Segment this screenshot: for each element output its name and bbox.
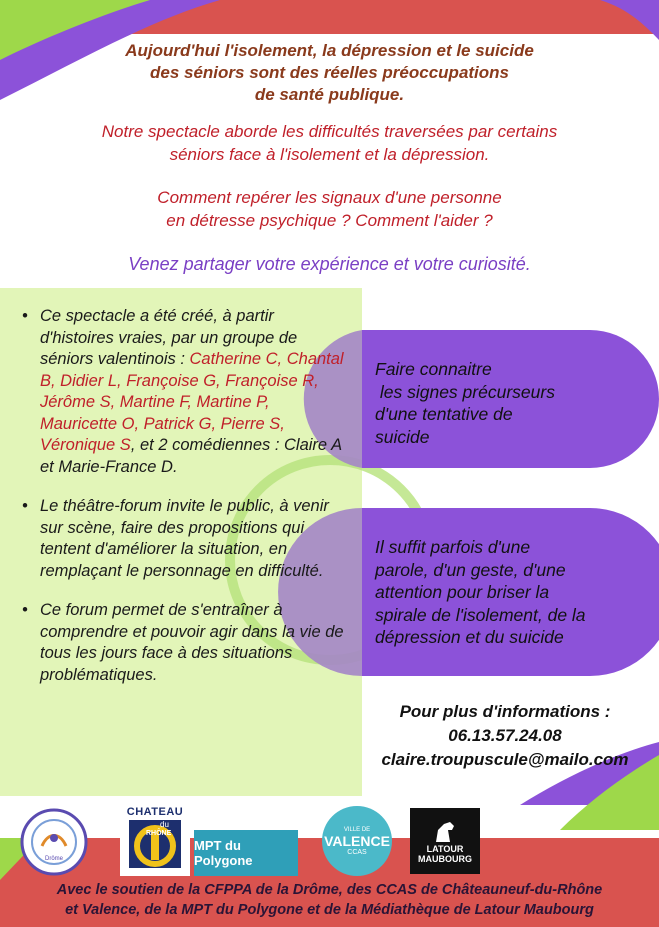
- cfppa-logo-caption: Drôme: [44, 856, 63, 862]
- cfppa-logo: [20, 808, 88, 876]
- intro-description-line-2: séniors face à l'isolement et la dépression.: [169, 145, 490, 164]
- bullet-forum-text: Ce forum permet de s'entraîner à comprendre et pouvoir agir dans la vie de tous les jours face à des situations problématiques.: [40, 601, 344, 684]
- chateauneuf-logo-rhone: RHÔNE: [146, 830, 172, 837]
- intro-heading-line-1: Aujourd'hui l'isolement, la dépression et le suicide: [125, 41, 534, 60]
- pill-1-line-1: Faire connaitre: [375, 359, 492, 379]
- valence-ccas-logo: [322, 806, 392, 876]
- chateauneuf-logo-du: du: [160, 820, 169, 829]
- contact-phone[interactable]: 06.13.57.24.08: [448, 726, 562, 745]
- pill-1-line-4: suicide: [375, 426, 430, 447]
- bullet-list: [20, 306, 348, 704]
- bullet-dot: •: [22, 497, 28, 515]
- pill-1-line-3: d'une tentative de: [375, 404, 513, 424]
- pill-1-text: [375, 358, 635, 448]
- bullet-theatre-forum-text: Le théâtre-forum invite le public, à venir sur scène, faire des propositions qui tentent d'améliorer la situation, en remplaçant le personnage en difficulté.: [40, 497, 329, 580]
- chateauneuf-logo-graphic: [127, 818, 183, 870]
- bullet-creation-intro: Ce spectacle a été créé, à partir d'histoires vraies, par un groupe de séniors valentinois :: [40, 307, 298, 368]
- latour-logo-line-2: MAUBOURG: [418, 854, 472, 864]
- pill-2-line-2: parole, d'un geste, d'une: [375, 559, 566, 580]
- mpt-polygone-logo-text: MPT du Polygone: [194, 838, 253, 868]
- contact-email[interactable]: claire.troupuscule@mailo.com: [381, 750, 629, 769]
- bullet-dot: •: [22, 601, 28, 619]
- intro-question-line-2: en détresse psychique ? Comment l'aider ?: [166, 211, 493, 230]
- contact-block: [360, 700, 650, 772]
- invite-line: Venez partager votre expérience et votre curiosité.: [128, 254, 531, 274]
- mpt-polygone-logo: [194, 830, 298, 876]
- pill-2-text: [375, 536, 645, 649]
- latour-logo-line-1: LATOUR: [426, 844, 464, 854]
- intro-heading-line-3: de santé publique.: [254, 85, 405, 104]
- bullet-creation-names: Catherine C, Chantal B, Didier L, Françoise G, Françoise R, Jérôme S, Martine F, Martine P, Mauricette O, Patrick G, Pierre S, Véronique S: [40, 350, 344, 454]
- pill-1-line-2: les signes précurseurs: [375, 381, 555, 402]
- intro-description: [0, 120, 659, 166]
- bullet-item-creation: [20, 306, 348, 478]
- intro-heading: [0, 40, 659, 106]
- footer-line-1: Avec le soutien de la CFPPA de la Drôme, des CCAS de Châteauneuf-du-Rhône: [56, 882, 603, 898]
- valence-logo-name: VALENCE: [324, 832, 390, 849]
- footer-credits: [0, 880, 659, 920]
- contact-label: Pour plus d'informations :: [399, 702, 611, 721]
- valence-logo-small: VILLE DE: [343, 826, 371, 833]
- valence-logo-ccas: CCAS: [347, 848, 367, 856]
- pill-2-line-1: Il suffit parfois d'une: [375, 537, 531, 557]
- bullet-creation-tail: , et 2 comédiennes : Claire A et Marie-France D.: [40, 436, 342, 476]
- intro-question-line-1: Comment repérer les signaux d'une personne: [157, 188, 502, 207]
- chateauneuf-logo-title: CHATEAU: [126, 806, 184, 818]
- horse-icon: [430, 818, 460, 844]
- footer-line-2: et Valence, de la MPT du Polygone et de la Médiathèque de Latour Maubourg: [65, 902, 594, 918]
- intro-question: [0, 186, 659, 232]
- bullet-item-theatre-forum: [20, 496, 348, 582]
- bullet-item-forum: [20, 600, 348, 686]
- pill-2-line-3: attention pour briser la: [375, 582, 550, 602]
- bullet-dot: •: [22, 307, 28, 325]
- intro-description-line-1: Notre spectacle aborde les difficultés traversées par certains: [101, 122, 558, 141]
- cfppa-logo-graphic: [20, 808, 88, 876]
- pill-2-line-5: dépression et du suicide: [375, 627, 564, 647]
- latour-maubourg-logo: [410, 808, 480, 874]
- chateauneuf-logo: [120, 800, 190, 876]
- pill-2-line-4: spirale de l'isolement, de la: [375, 604, 586, 625]
- intro-heading-line-2: des séniors sont des réelles préoccupations: [149, 63, 510, 82]
